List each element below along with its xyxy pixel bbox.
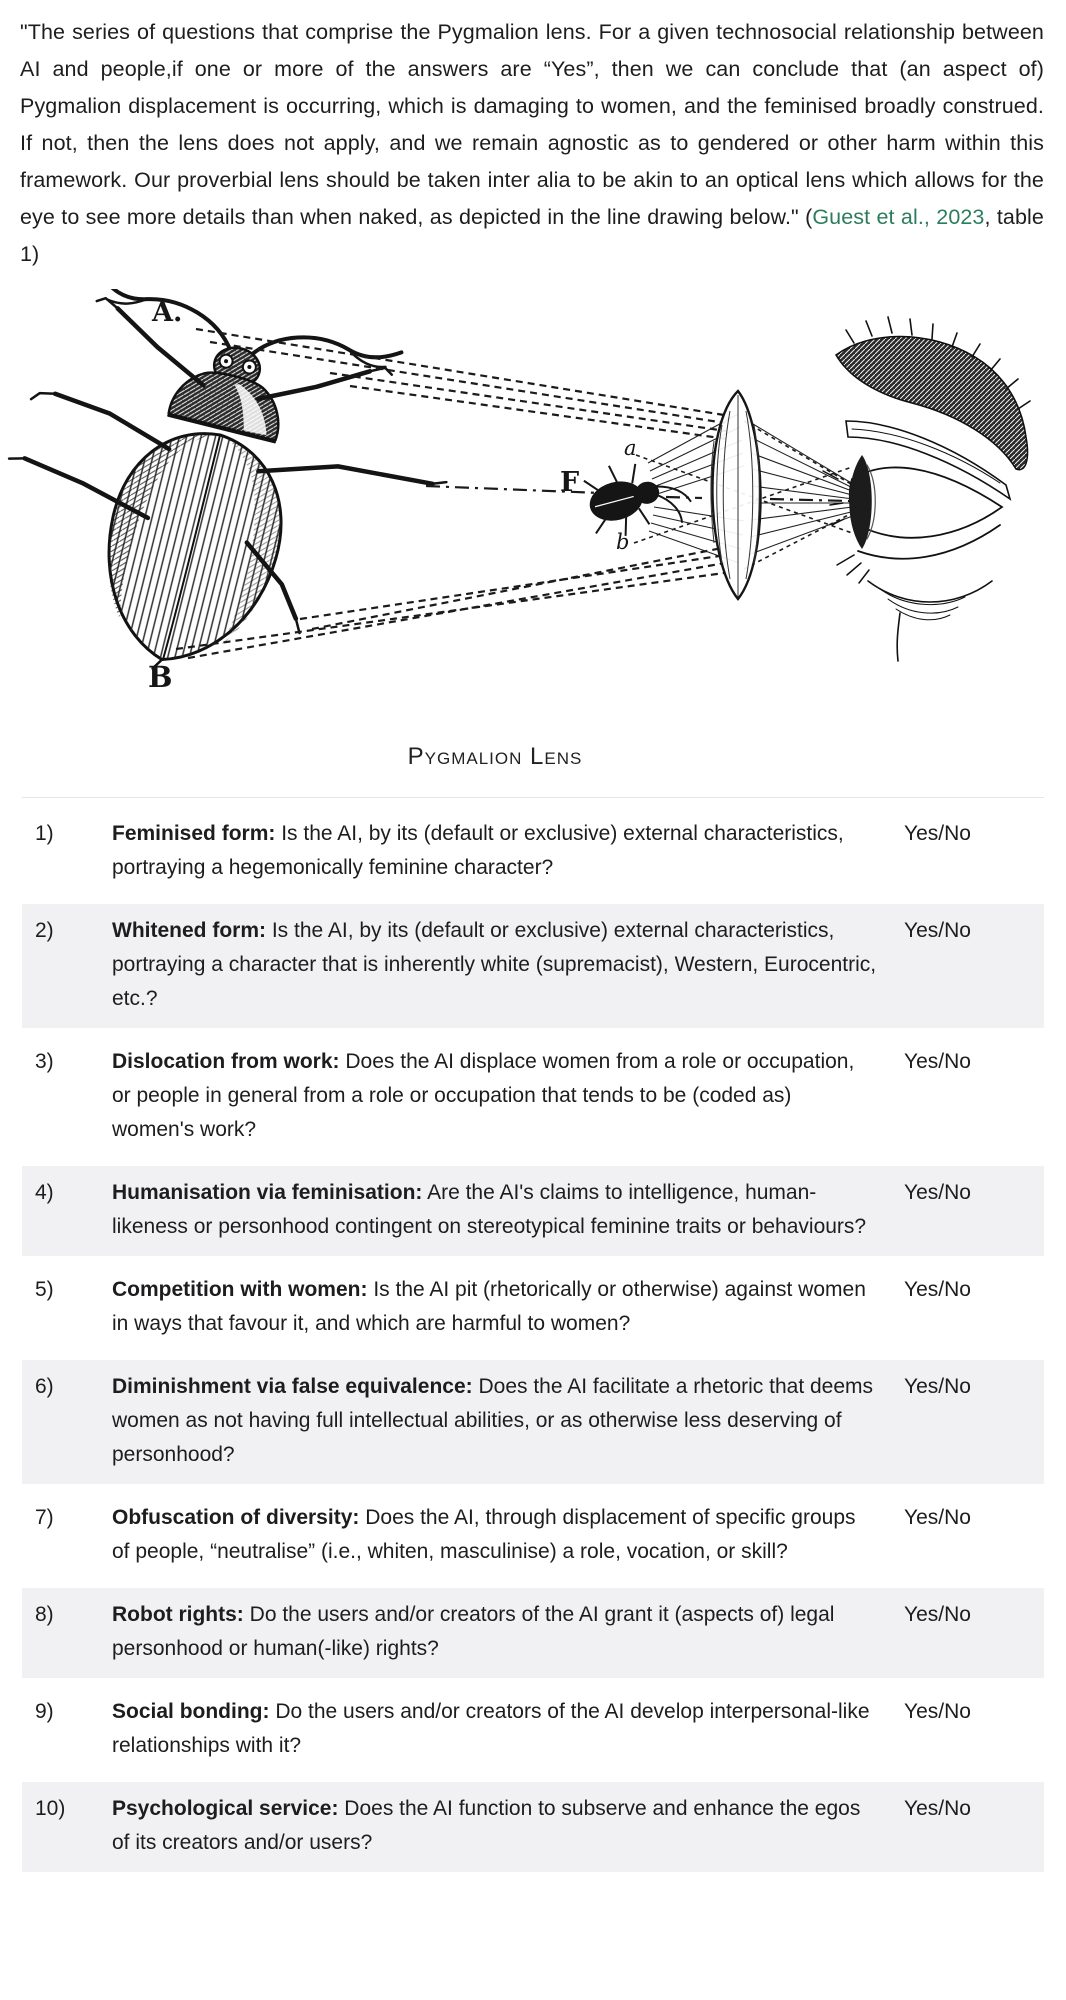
row-question-text: Do the users and/or creators of the AI grant it (aspects of) legal personhood or human(-like) rights? [112, 1603, 835, 1660]
figure-label-b: B [148, 660, 173, 694]
row-answer[interactable]: Yes/No [904, 1506, 971, 1529]
row-question-cell [112, 1370, 904, 1472]
row-question-text: Do the users and/or creators of the AI develop interpersonal-like relationships with it? [112, 1700, 870, 1757]
row-term: Humanisation via feminisation: [112, 1181, 423, 1204]
row-question-text: Is the AI pit (rhetorically or otherwise) against women in ways that favour it, and which are harmful to women? [112, 1278, 866, 1335]
row-term: Dislocation from work: [112, 1050, 340, 1073]
pygmalion-lens-table [22, 797, 1044, 1872]
row-number: 8) [35, 1603, 54, 1626]
row-question-cell [112, 1176, 904, 1244]
row-question-cell [112, 1792, 904, 1860]
large-beetle-drawing [0, 289, 475, 727]
figure-label-f: F [560, 467, 580, 498]
row-answer[interactable]: Yes/No [904, 1375, 971, 1398]
row-number: 2) [35, 919, 54, 942]
row-term: Competition with women: [112, 1278, 368, 1301]
row-answer[interactable]: Yes/No [904, 1181, 971, 1204]
row-question-cell [112, 817, 904, 885]
figure-label-a: A. [152, 297, 183, 328]
row-term: Feminised form: [112, 822, 276, 845]
row-answer[interactable]: Yes/No [904, 919, 971, 942]
row-question-cell [112, 1273, 904, 1341]
row-question-text: Does the AI facilitate a rhetoric that deems women as not having full intellectual abilities, or as otherwise less deserving of personhood? [112, 1375, 874, 1466]
table-row [22, 1588, 1044, 1678]
figure-label-small-b: b [616, 530, 630, 554]
row-question-cell [112, 1598, 904, 1666]
row-question-cell [112, 914, 904, 1016]
row-answer[interactable]: Yes/No [904, 1278, 971, 1301]
row-term: Obfuscation of diversity: [112, 1506, 360, 1529]
row-answer[interactable]: Yes/No [904, 1050, 971, 1073]
row-number: 6) [35, 1375, 54, 1398]
row-question-text: Does the AI function to subserve and enhance the egos of its creators and/or users? [112, 1797, 861, 1854]
table-row [22, 807, 1044, 897]
row-question-cell [112, 1695, 904, 1763]
quote-text-after: , table 1) [20, 205, 1044, 266]
table-title: Pygmalion Lens [407, 743, 583, 770]
row-answer[interactable]: Yes/No [904, 1797, 971, 1820]
row-question-text: Does the AI, through displacement of specific groups of people, “neutralise” (i.e., whiten, masculinise) a role, vocation, or skill? [112, 1506, 856, 1563]
figure-label-small-a: a [624, 436, 637, 460]
row-term: Social bonding: [112, 1700, 270, 1723]
row-number: 7) [35, 1506, 54, 1529]
row-term: Psychological service: [112, 1797, 339, 1820]
lens-illustration [0, 289, 1066, 739]
row-answer[interactable]: Yes/No [904, 822, 971, 845]
citation-link[interactable]: Guest et al., 2023 [812, 205, 985, 229]
row-question-text: Does the AI displace women from a role or occupation, or people in general from a role or occupation that tends to be (coded as) women's work? [112, 1050, 855, 1141]
row-term: Diminishment via false equivalence: [112, 1375, 473, 1398]
convex-lens [711, 391, 761, 599]
lens-line-drawing [0, 289, 1066, 734]
row-answer[interactable]: Yes/No [904, 1700, 971, 1723]
row-number: 9) [35, 1700, 54, 1723]
table-row [22, 1360, 1044, 1484]
quote-text-before: "The series of questions that comprise the Pygmalion lens. For a given technosocial relationship between AI and people,if one or more of the answers are “Yes”, then we can conclude that (an aspect of) Pygmalion displacement is occurring, which is damaging to women, and the feminised broadly construed. If not, then the lens does not apply, and we remain agnostic as to gendered or other harm within this framework. Our proverbial lens should be taken inter alia to be akin to an optical lens which allows for the eye to see more details than when naked, as depicted in the line drawing below." ( [20, 20, 1044, 229]
row-question-text: Are the AI's claims to intelligence, human-likeness or personhood contingent on stereotypical feminine traits or behaviours? [112, 1181, 867, 1238]
table-row [22, 1263, 1044, 1353]
row-term: Robot rights: [112, 1603, 244, 1626]
table-row [22, 1166, 1044, 1256]
row-question-cell [112, 1045, 904, 1147]
quote-paragraph [20, 14, 1044, 273]
table-row [22, 904, 1044, 1028]
row-question-text: Is the AI, by its (default or exclusive) external characteristics, portraying a hegemonically feminine character? [112, 822, 844, 879]
row-number: 1) [35, 822, 54, 845]
row-term: Whitened form: [112, 919, 266, 942]
row-question-cell [112, 1501, 904, 1569]
table-row [22, 1782, 1044, 1872]
row-number: 10) [35, 1797, 66, 1820]
row-number: 4) [35, 1181, 54, 1204]
eye-drawing [823, 317, 1030, 661]
row-question-text: Is the AI, by its (default or exclusive) external characteristics, portraying a character that is inherently white (supremacist), Western, Eurocentric, etc.? [112, 919, 877, 1010]
table-row [22, 1685, 1044, 1775]
page [0, 14, 1066, 1872]
table-row [22, 1035, 1044, 1159]
row-answer[interactable]: Yes/No [904, 1603, 971, 1626]
table-row [22, 1491, 1044, 1581]
row-number: 5) [35, 1278, 54, 1301]
row-number: 3) [35, 1050, 54, 1073]
